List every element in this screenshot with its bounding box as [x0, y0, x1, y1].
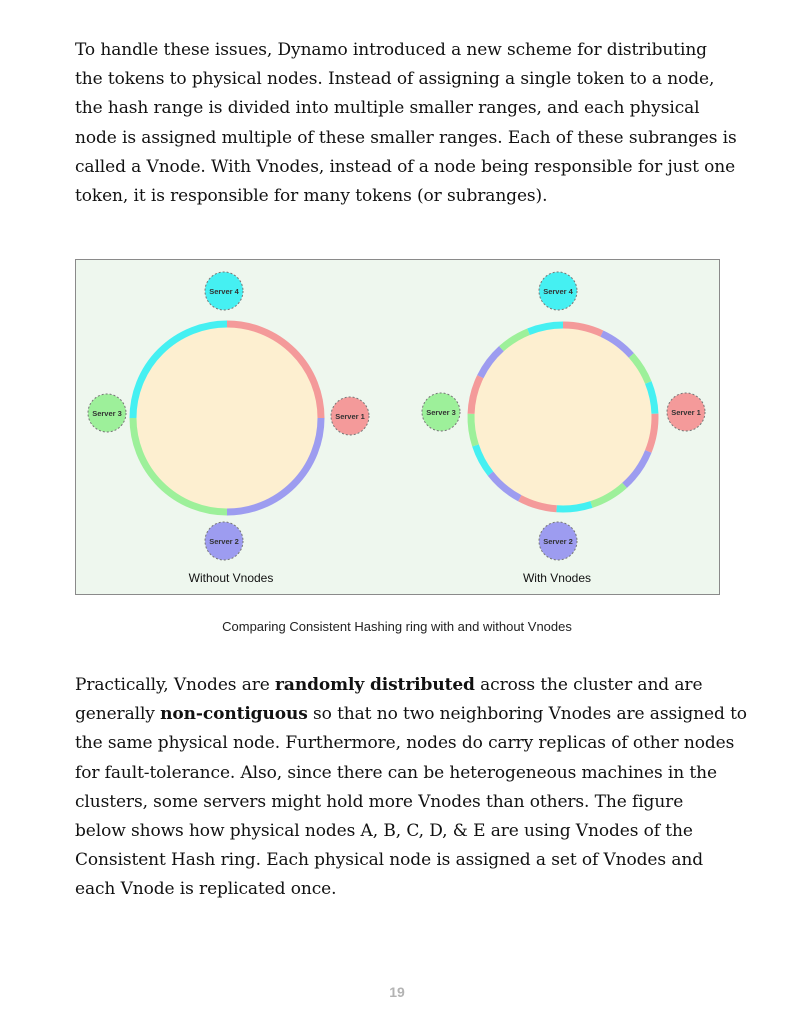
server-label: Server 4 [209, 287, 239, 296]
server-node-4 [205, 272, 243, 310]
paragraph-line: the hash range is divided into multiple smaller ranges, and each physical [75, 98, 700, 119]
bold-term: randomly distributed [275, 675, 475, 695]
paragraph-line: token, it is responsible for many tokens (or subranges). [75, 186, 548, 207]
vnodes-paragraph [75, 671, 747, 905]
server-node-4 [539, 272, 577, 310]
intro-paragraph [75, 36, 735, 211]
paragraph-line: node is assigned multiple of these smaller ranges. Each of these subranges is [75, 127, 737, 148]
server-label: Server 3 [426, 408, 456, 417]
paragraph-line: the tokens to physical nodes. Instead of assigning a single token to a node, [75, 69, 715, 90]
paragraph-line: the same physical node. Furthermore, nodes do carry replicas of other nodes [75, 733, 735, 754]
figure-caption: Comparing Consistent Hashing ring with and without Vnodes [222, 619, 572, 634]
server-label: Server 2 [209, 537, 239, 546]
server-node-1 [667, 393, 705, 431]
paragraph-line [75, 671, 735, 700]
bold-term: non-contiguous [160, 704, 308, 725]
server-label: Server 3 [92, 409, 122, 418]
text-run: so that no two neighboring Vnodes are assigned to [307, 704, 747, 725]
ring-with-vnodes [422, 272, 705, 585]
ring-without-vnodes [88, 272, 369, 585]
ring-title: Without Vnodes [188, 571, 274, 585]
page-number: 19 [389, 984, 405, 1000]
paragraph-line: clusters, some servers might hold more Vnodes than others. The figure [75, 791, 684, 812]
paragraph-line: called a Vnode. With Vnodes, instead of a node being responsible for just one [75, 156, 736, 177]
paragraph-line: To handle these issues, Dynamo introduced a new scheme for distributing [75, 40, 707, 60]
server-label: Server 2 [543, 537, 573, 546]
vnodes-comparison-figure [75, 259, 720, 595]
server-label: Server 1 [671, 408, 701, 417]
text-run: across the cluster and are [474, 675, 703, 695]
server-node-2 [205, 522, 243, 560]
text-run: Practically, Vnodes are [75, 675, 276, 695]
server-node-3 [88, 394, 126, 432]
paragraph-line: Consistent Hash ring. Each physical node is assigned a set of Vnodes and [75, 850, 703, 871]
server-label: Server 4 [543, 287, 573, 296]
server-node-1 [331, 397, 369, 435]
ring-title: With Vnodes [522, 571, 592, 585]
paragraph-line: below shows how physical nodes A, B, C, D, & E are using Vnodes of the [75, 821, 693, 842]
paragraph-line: for fault-tolerance. Also, since there can be heterogeneous machines in the [75, 762, 717, 783]
server-node-3 [422, 393, 460, 431]
server-label: Server 1 [335, 412, 365, 421]
server-node-2 [539, 522, 577, 560]
paragraph-line [75, 700, 747, 729]
text-run: generally [75, 704, 161, 725]
paragraph-line: each Vnode is replicated once. [75, 879, 337, 900]
ring-diagram [76, 260, 721, 596]
